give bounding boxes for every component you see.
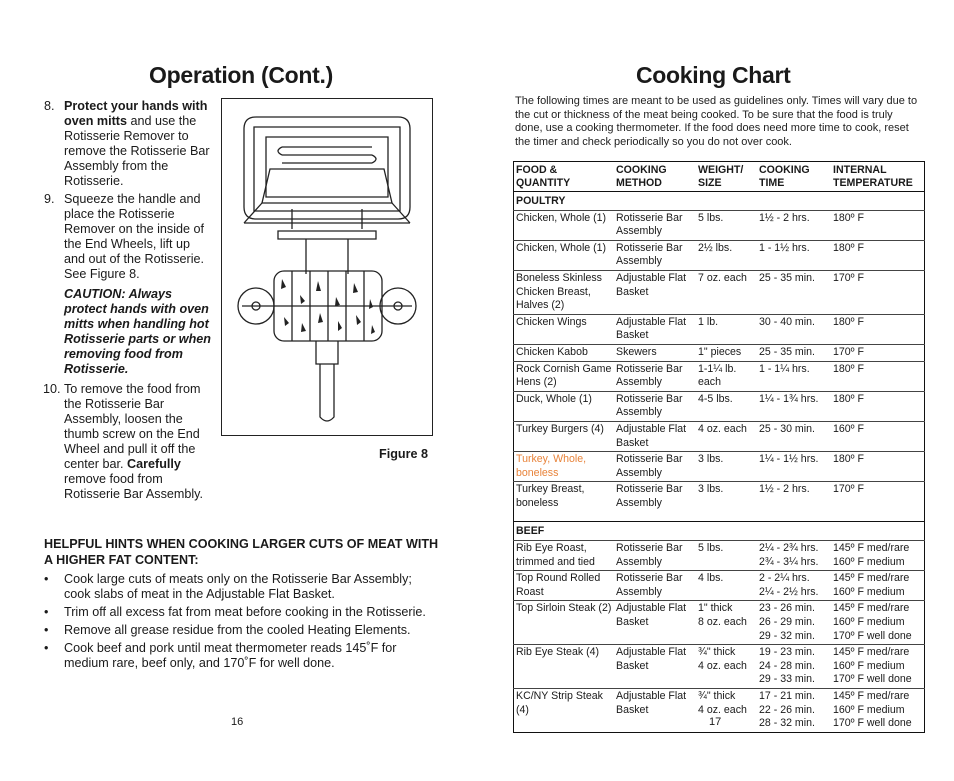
step-text: and use the Rotisserie Remover to remove the Rotisserie Bar Assembly from the Rotisserie. [64, 114, 210, 188]
table-cell: 4 oz. each [696, 421, 757, 451]
table-row [514, 645, 925, 689]
table-cell: 1" thick 8 oz. each [696, 601, 757, 645]
table-cell: Rotisserie Bar Assembly [614, 391, 696, 421]
table-cell: 4 lbs. [696, 571, 757, 601]
table-cell: 2 - 2¼ hrs. 2¼ - 2½ hrs. [757, 571, 831, 601]
header-food: FOOD & QUANTITY [514, 162, 615, 192]
table-cell: 25 - 35 min. [757, 344, 831, 361]
step-bold-text: Protect your hands with oven mitts [64, 99, 208, 128]
page-title: Cooking Chart [636, 62, 791, 88]
table-cell: Skewers [614, 344, 696, 361]
step-text: Squeeze the handle and place the Rotisserie Remover on the inside of the End Wheels, lift up and out of the Rotisserie. See Figure 8. [64, 192, 205, 281]
table-cell: 1¼ - 1¾ hrs. [757, 391, 831, 421]
header-time: COOKING TIME [757, 162, 831, 192]
table-header-row [514, 162, 925, 192]
table-cell: Rotisserie Bar Assembly [614, 361, 696, 391]
section-label: POULTRY [514, 192, 925, 211]
table-cell: Chicken, Whole (1) [514, 240, 615, 270]
table-cell: 1" pieces [696, 344, 757, 361]
table-cell: 180º F [831, 391, 925, 421]
table-cell: 17 - 21 min. 22 - 26 min. 28 - 32 min. [757, 689, 831, 733]
table-cell: ¾" thick 4 oz. each [696, 645, 757, 689]
header-temperature: INTERNAL TEMPERATURE [831, 162, 925, 192]
section-spacer [514, 511, 925, 522]
page-title: Operation (Cont.) [149, 62, 333, 88]
table-row [514, 452, 925, 482]
table-cell: Duck, Whole (1) [514, 391, 615, 421]
table-row [514, 240, 925, 270]
table-cell: Rotisserie Bar Assembly [614, 240, 696, 270]
table-row [514, 391, 925, 421]
table-cell: Turkey, Whole, boneless [514, 452, 615, 482]
table-cell: 170º F [831, 270, 925, 314]
table-row [514, 601, 925, 645]
table-cell: Top Round Rolled Roast [514, 571, 615, 601]
header-method: COOKING METHOD [614, 162, 696, 192]
table-row [514, 270, 925, 314]
hint-item: • Cook large cuts of meats only on the Rotisserie Bar Assembly; cook slabs of meat in the Adjustable Flat Basket. [44, 572, 434, 602]
table-cell: Boneless Skinless Chicken Breast, Halves (2) [514, 270, 615, 314]
step-8 [44, 99, 214, 189]
table-cell: 4-5 lbs. [696, 391, 757, 421]
table-cell: 5 lbs. [696, 541, 757, 571]
table-row [514, 344, 925, 361]
page-number: 16 [231, 716, 244, 728]
table-cell: 160º F [831, 421, 925, 451]
table-cell: 145º F med/rare 160º F medium [831, 571, 925, 601]
spacer-cell [514, 511, 925, 522]
table-cell: 145º F med/rare 160º F medium 170º F well done [831, 645, 925, 689]
table-cell: 3 lbs. [696, 482, 757, 512]
table-cell: Rotisserie Bar Assembly [614, 541, 696, 571]
table-row [514, 210, 925, 240]
table-cell: 170º F [831, 344, 925, 361]
table-row [514, 541, 925, 571]
table-cell: Rotisserie Bar Assembly [614, 452, 696, 482]
step-text: To remove the food from the Rotisserie Bar Assembly, loosen the thumb screw on the End Wheel and pull it off the center bar. [64, 382, 201, 471]
table-cell: Chicken, Whole (1) [514, 210, 615, 240]
table-cell: Top Sirloin Steak (2) [514, 601, 615, 645]
table-cell: Adjustable Flat Basket [614, 314, 696, 344]
table-cell: 2¼ - 2¾ hrs. 2¾ - 3¼ hrs. [757, 541, 831, 571]
hints-heading: HELPFUL HINTS WHEN COOKING LARGER CUTS OF MEAT WITH A HIGHER FAT CONTENT: [44, 537, 439, 567]
table-cell: Adjustable Flat Basket [614, 270, 696, 314]
intro-paragraph: The following times are meant to be used as guidelines only. Times will vary due to the cut or thickness of the meat being cooked. To be sure that the food is truly done, use a cooking thermometer. If the food does need more time to cook, reset the timer and check periodically so you do not over cook. [515, 95, 918, 148]
table-row [514, 361, 925, 391]
cooking-chart-table [513, 161, 925, 733]
hint-item: • Remove all grease residue from the cooled Heating Elements. [44, 623, 434, 638]
table-row [514, 482, 925, 512]
table-cell: Chicken Kabob [514, 344, 615, 361]
table-cell: Turkey Burgers (4) [514, 421, 615, 451]
table-cell: 1 - 1½ hrs. [757, 240, 831, 270]
table-cell: 145º F med/rare 160º F medium [831, 541, 925, 571]
table-cell: Rotisserie Bar Assembly [614, 482, 696, 512]
table-cell: 1-1¼ lb. each [696, 361, 757, 391]
table-cell: Adjustable Flat Basket [614, 601, 696, 645]
table-cell: 1½ - 2 hrs. [757, 210, 831, 240]
page-number: 17 [709, 716, 722, 728]
step-number: 8. [44, 99, 55, 113]
table-cell: 2½ lbs. [696, 240, 757, 270]
table-cell: Adjustable Flat Basket [614, 645, 696, 689]
table-cell: 170º F [831, 482, 925, 512]
table-cell: 180º F [831, 361, 925, 391]
table-cell: Rib Eye Roast, trimmed and tied [514, 541, 615, 571]
hint-item: • Cook beef and pork until meat thermometer reads 145˚F for medium rare, beef only, and 170˚F for well done. [44, 641, 434, 671]
steps-list [44, 99, 214, 505]
section-poultry [514, 192, 925, 211]
table-cell: ¾" thick 4 oz. each [696, 689, 757, 733]
table-cell: Chicken Wings [514, 314, 615, 344]
table-row [514, 571, 925, 601]
step-9 [44, 192, 214, 282]
table-cell: 5 lbs. [696, 210, 757, 240]
table-cell: Turkey Breast, boneless [514, 482, 615, 512]
rotisserie-remover-drawing [222, 99, 432, 435]
table-cell: 145º F med/rare 160º F medium 170º F well done [831, 601, 925, 645]
table-cell: 1½ - 2 hrs. [757, 482, 831, 512]
table-row [514, 314, 925, 344]
table-cell: 25 - 35 min. [757, 270, 831, 314]
table-cell: 19 - 23 min. 24 - 28 min. 29 - 33 min. [757, 645, 831, 689]
header-weight: WEIGHT/ SIZE [696, 162, 757, 192]
step-number: 10. [43, 382, 61, 396]
table-cell: Rib Eye Steak (4) [514, 645, 615, 689]
table-cell: 180º F [831, 210, 925, 240]
table-cell: 23 - 26 min. 26 - 29 min. 29 - 32 min. [757, 601, 831, 645]
table-cell: 180º F [831, 240, 925, 270]
figure-caption: Figure 8 [379, 447, 428, 461]
table-cell: Rotisserie Bar Assembly [614, 571, 696, 601]
table-cell: KC/NY Strip Steak (4) [514, 689, 615, 733]
section-beef [514, 522, 925, 541]
table-body [514, 192, 925, 733]
table-cell: 3 lbs. [696, 452, 757, 482]
table-cell: 1 lb. [696, 314, 757, 344]
step-number: 9. [44, 192, 55, 206]
table-cell: 180º F [831, 452, 925, 482]
table-row [514, 421, 925, 451]
table-cell: Rotisserie Bar Assembly [614, 210, 696, 240]
table-cell: Adjustable Flat Basket [614, 689, 696, 733]
table-cell: 1¼ - 1½ hrs. [757, 452, 831, 482]
section-label: BEEF [514, 522, 925, 541]
table-cell: 30 - 40 min. [757, 314, 831, 344]
table-cell: 25 - 30 min. [757, 421, 831, 451]
step-text-after: remove food from Rotisserie Bar Assembly. [64, 472, 204, 501]
figure-8-illustration [221, 98, 433, 436]
step-10 [44, 382, 214, 502]
table-cell: 7 oz. each [696, 270, 757, 314]
table-cell: 1 - 1¼ hrs. [757, 361, 831, 391]
hint-item: • Trim off all excess fat from meat before cooking in the Rotisserie. [44, 605, 434, 620]
table-cell: Adjustable Flat Basket [614, 421, 696, 451]
caution-text: CAUTION: Always protect hands with oven mitts when handling hot Rotisserie parts or when removing food from Rotisserie. [64, 287, 211, 376]
step-bold-text: Carefully [127, 457, 181, 471]
table-cell: 180º F [831, 314, 925, 344]
table-cell: 145º F med/rare 160º F medium 170º F well done [831, 689, 925, 733]
right-page [477, 0, 954, 781]
table-cell: Rock Cornish Game Hens (2) [514, 361, 615, 391]
hints-list [44, 572, 434, 674]
